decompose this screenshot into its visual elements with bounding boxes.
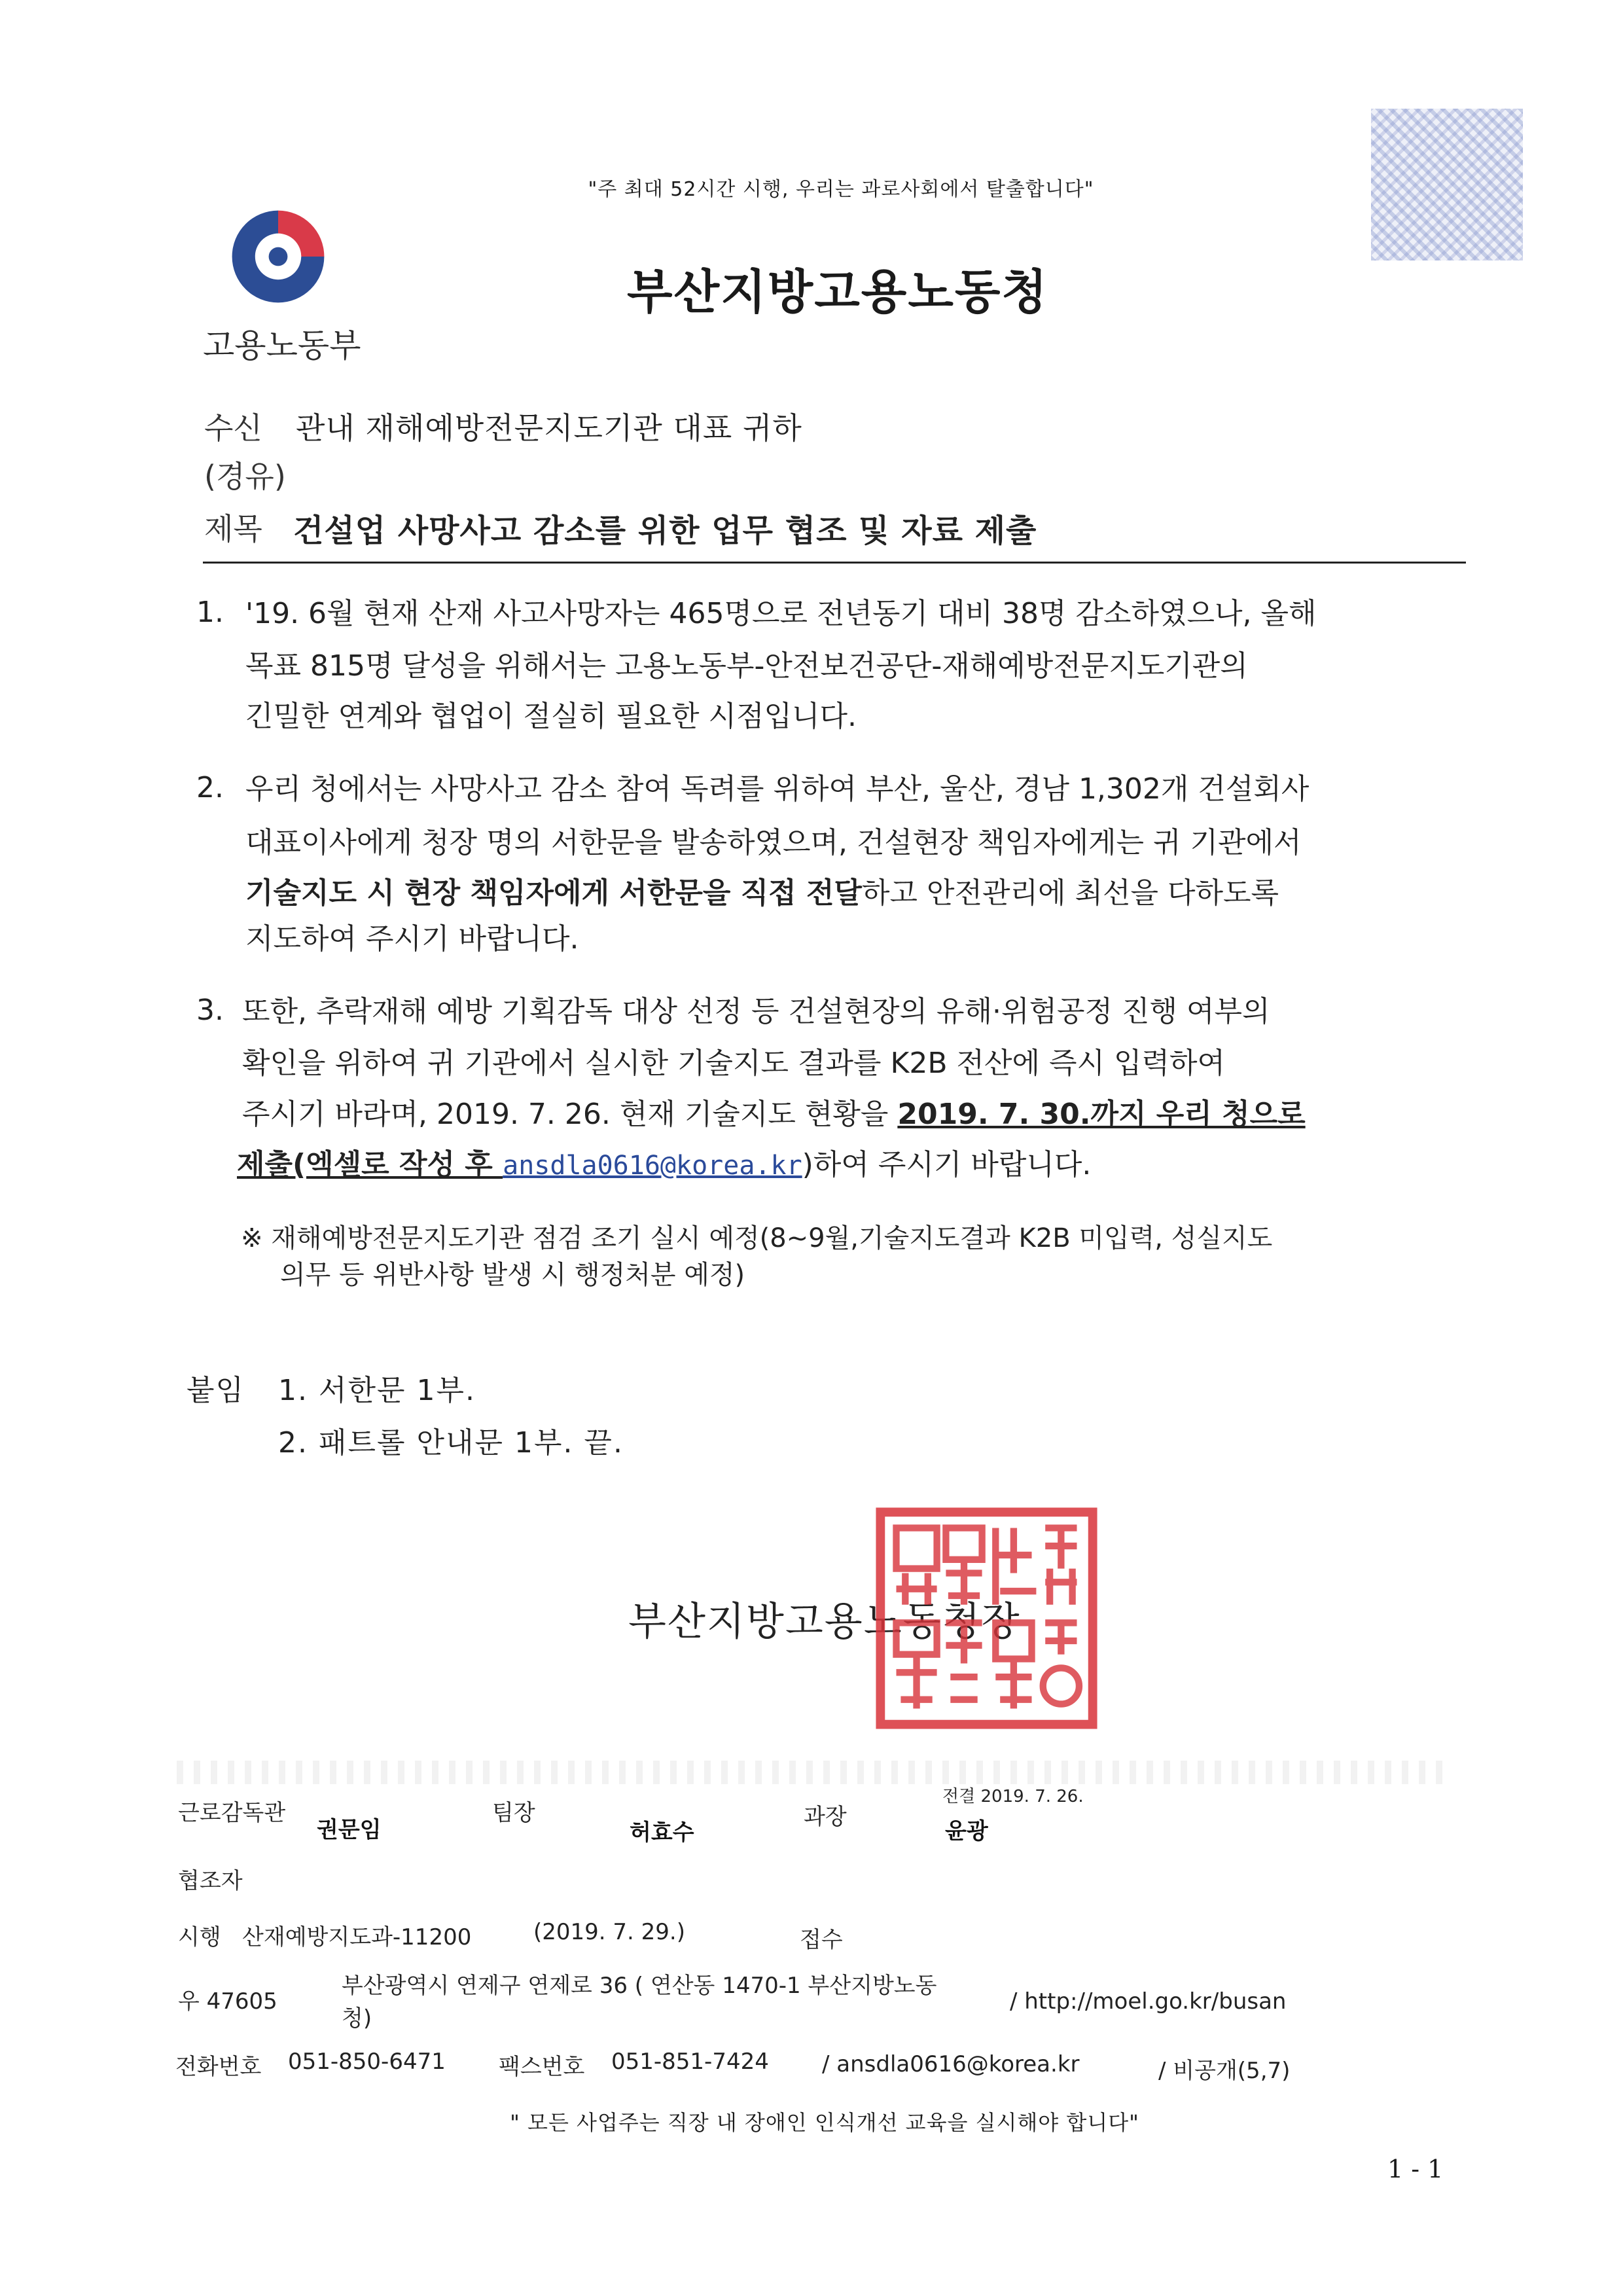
ministry-name: 고용노동부 xyxy=(203,327,361,365)
note-line-2: 의무 등 위반사항 발생 시 행정처분 예정) xyxy=(280,1260,745,1290)
paragraph-3-line-2: 확인을 위하여 귀 기관에서 실시한 기술지도 결과를 K2B 전산에 즉시 입력하여 xyxy=(242,1047,1226,1080)
paragraph-2-number: 2. xyxy=(196,771,224,804)
seal-glyphs xyxy=(897,1528,1079,1709)
paragraph-2-bold-text: 기술지도 시 현장 책임자에게 서한문을 직접 전달 xyxy=(245,876,862,910)
paragraph-2-line-2: 대표이사에게 청장 명의 서한문을 발송하였으며, 건설현장 책임자에게는 귀 기관에서 xyxy=(245,826,1302,859)
attachment-item-1: 1. 서한문 1부. xyxy=(278,1374,476,1407)
paragraph-3-line-3-text: 주시기 바라며, 2019. 7. 26. 현재 기술지도 현황을 xyxy=(242,1098,898,1131)
address-line-1: 부산광역시 연제구 연제로 36 ( 연산동 1470-1 부산지방노동 xyxy=(342,1973,937,1999)
email-link[interactable]: ansdla0616@korea.kr xyxy=(503,1151,802,1181)
attachment-item-2: 2. 패트롤 안내문 1부. 끝. xyxy=(278,1426,624,1460)
director-name: 윤광 xyxy=(945,1818,988,1844)
paragraph-3-line-4 xyxy=(237,1142,1091,1189)
subject-divider xyxy=(203,562,1466,564)
subject-value: 건설업 사망사고 감소를 위한 업무 협조 및 자료 제출 xyxy=(293,512,1037,549)
bottom-slogan: " 모든 사업주는 직장 내 장애인 인식개선 교육을 실시해야 합니다" xyxy=(510,2110,1139,2135)
attachment-label: 붙임 xyxy=(187,1374,245,1407)
enforcement-label: 시행 xyxy=(178,1924,221,1950)
page-number: 1 - 1 xyxy=(1387,2155,1444,2183)
disclosure-status: / 비공개(5,7) xyxy=(1158,2058,1291,2084)
to-value: 관내 재해예방전문지도기관 대표 귀하 xyxy=(296,410,802,446)
receipt-label: 접수 xyxy=(800,1927,843,1953)
address-line-2: 청) xyxy=(342,2005,372,2032)
director-approval-date: 전결 2019. 7. 26. xyxy=(942,1787,1084,1806)
qr-code-image xyxy=(1371,109,1523,260)
submission-deadline: 2019. 7. 30.까지 우리 청으로 xyxy=(897,1098,1306,1131)
team-lead-label: 팀장 xyxy=(492,1800,535,1826)
paragraph-1-line-2: 목표 815명 달성을 위해서는 고용노동부-안전보건공단-재해예방전문지도기관의 xyxy=(245,649,1248,683)
signatory-name: 부산지방고용노동청장 xyxy=(628,1599,1021,1645)
paragraph-2-line-3 xyxy=(245,870,1279,916)
team-lead-name: 허효수 xyxy=(630,1820,694,1846)
agency-title: 부산지방고용노동청 xyxy=(627,264,1048,319)
fax-number: 051-851-7424 xyxy=(611,2049,769,2075)
paragraph-3-number: 3. xyxy=(196,994,224,1027)
postal-code: 우 47605 xyxy=(178,1988,277,2015)
footer-email[interactable]: / ansdla0616@korea.kr xyxy=(822,2051,1080,2077)
homepage-url[interactable]: / http://moel.go.kr/busan xyxy=(1010,1988,1287,2015)
paragraph-2-line-1: 우리 청에서는 사망사고 감소 참여 독려를 위하여 부산, 울산, 경남 1,302개 건설회사 xyxy=(245,772,1310,806)
submission-method: 제출(엑셀로 작성 후 xyxy=(237,1148,503,1181)
official-seal-stamp xyxy=(874,1505,1099,1731)
phone-label: 전화번호 xyxy=(175,2054,262,2080)
paragraph-1-line-1: '19. 6월 현재 산재 사고사망자는 465명으로 전년동기 대비 38명 감소하였으나, 올해 xyxy=(245,597,1317,630)
subject-label: 제목 xyxy=(204,511,262,547)
note-line-1: ※ 재해예방전문지도기관 점검 조기 실시 예정(8~9월,기술지도결과 K2B 미입력, 성실지도 xyxy=(241,1223,1273,1253)
paragraph-3-line-4-rest: )하여 주시기 바랍니다. xyxy=(802,1148,1092,1181)
phone-number: 051-850-6471 xyxy=(288,2049,446,2075)
via-label: (경유) xyxy=(204,459,286,494)
inspector-label: 근로감독관 xyxy=(178,1800,286,1826)
enforcement-date: (2019. 7. 29.) xyxy=(533,1919,685,1945)
to-label: 수신 xyxy=(204,410,262,446)
cooperator-label: 협조자 xyxy=(178,1868,243,1894)
paragraph-2-line-3-rest: 하고 안전관리에 최선을 다하도록 xyxy=(862,876,1279,910)
paragraph-3-line-3 xyxy=(242,1092,1306,1138)
top-slogan: "주 최대 52시간 시행, 우리는 과로사회에서 탈출합니다" xyxy=(588,178,1094,201)
paragraph-2-line-4: 지도하여 주시기 바랍니다. xyxy=(245,922,579,956)
faded-scan-band xyxy=(177,1761,1446,1784)
paragraph-1-number: 1. xyxy=(196,596,224,629)
document-number: 산재예방지도과-11200 xyxy=(242,1924,472,1950)
fax-label: 팩스번호 xyxy=(499,2054,585,2080)
paragraph-3-line-1: 또한, 추락재해 예방 기획감독 대상 선정 등 건설현장의 유해·위험공정 진행 여부의 xyxy=(242,995,1270,1028)
inspector-name: 권문임 xyxy=(317,1817,382,1843)
paragraph-1-line-3: 긴밀한 연계와 협업이 절실히 필요한 시점입니다. xyxy=(245,700,857,733)
director-label: 과장 xyxy=(804,1804,847,1830)
